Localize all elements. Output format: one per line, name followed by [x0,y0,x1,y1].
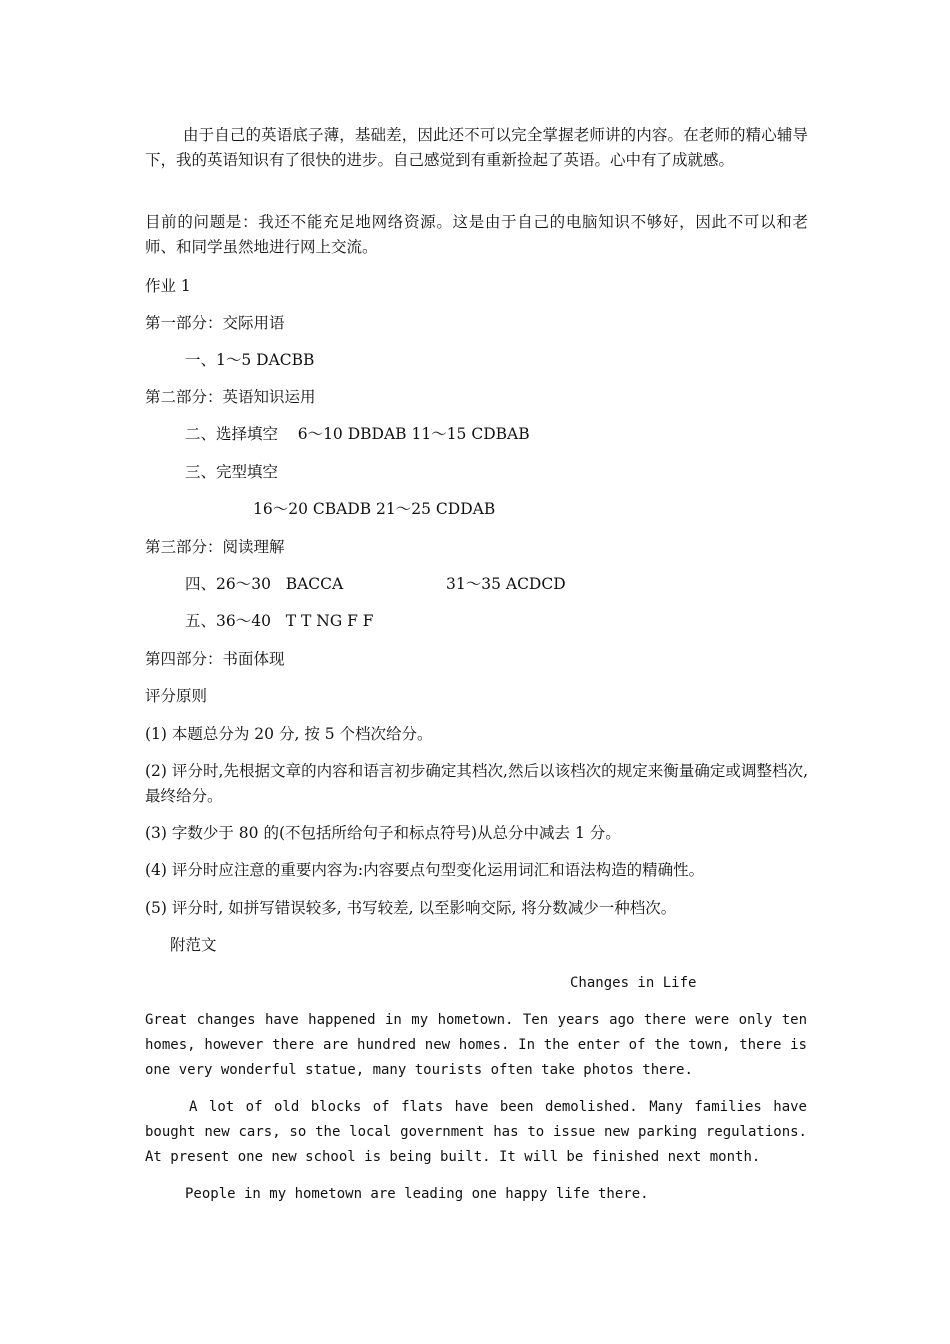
part2-cloze-title: 三、完型填空 [185,463,279,481]
part1-answers: 一、1～5 DACBB [185,351,315,369]
homework-title: 作业 1 [145,277,191,295]
part2-cloze-answers: 16～20 CBADB 21～25 CDDAB [253,500,496,518]
part3-reading-answers-b: 31～35 ACDCD [446,575,566,593]
sample-essay-title: Changes in Life [570,975,697,991]
intro-paragraph-1: 由于自己的英语底子薄，基础差，因此还不可以完全掌握老师讲的内容。在老师的精心辅导下，我的英语知识有了很快的进步。自己感觉到有重新捡起了英语。心中有了成就感。 [145,126,808,169]
part3-reading-answers-a: 四、26～30 BACCA [185,575,344,593]
part2-title: 第二部分：英语知识运用 [145,388,316,406]
part2-choice-answers: 二、选择填空 6～10 DBDAB 11～15 CDBAB [185,425,530,443]
sample-essay-label: 附范文 [170,936,217,954]
sample-essay-paragraph-3: People in my hometown are leading one happy life there. [185,1186,649,1202]
scoring-rule-5: (5) 评分时, 如拼写错误较多, 书写较差, 以至影响交际, 将分数减少一种档次。 [145,899,677,917]
intro-paragraph-2: 目前的问题是：我还不能充足地网络资源。这是由于自己的电脑知识不够好，因此不可以和老师、和同学虽然地进行网上交流。 [145,213,808,256]
scoring-rule-1: (1) 本题总分为 20 分, 按 5 个档次给分。 [145,725,433,743]
sample-essay-paragraph-2: A lot of old blocks of flats have been demolished. Many families have bought new cars, so the local government has to issue new parking regulations. At present one new school is being built. It will be finished next month. [145,1099,807,1165]
scoring-rule-3: (3) 字数少于 80 的(不包括所给句子和标点符号)从总分中减去 1 分。 [145,824,621,842]
part3-title: 第三部分：阅读理解 [145,538,285,556]
scoring-rule-2: (2) 评分时,先根据文章的内容和语言初步确定其档次,然后以该档次的规定来衡量确定或调整档次, 最终给分。 [145,762,808,805]
part3-truefalse-answers: 五、36～40 T T NG F F [185,612,374,630]
sample-essay-paragraph-1: Great changes have happened in my hometown. Ten years ago there were only ten homes, however there are hundred new homes. In the enter of the town, there is one very wonderful statue, many tourists often take photos there. [145,1012,807,1078]
part4-title: 第四部分：书面体现 [145,650,285,668]
scoring-title: 评分原则 [145,687,208,705]
part1-title: 第一部分：交际用语 [145,314,285,332]
scoring-rule-4: (4) 评分时应注意的重要内容为:内容要点句型变化运用词汇和语法构造的精确性。 [145,861,705,879]
